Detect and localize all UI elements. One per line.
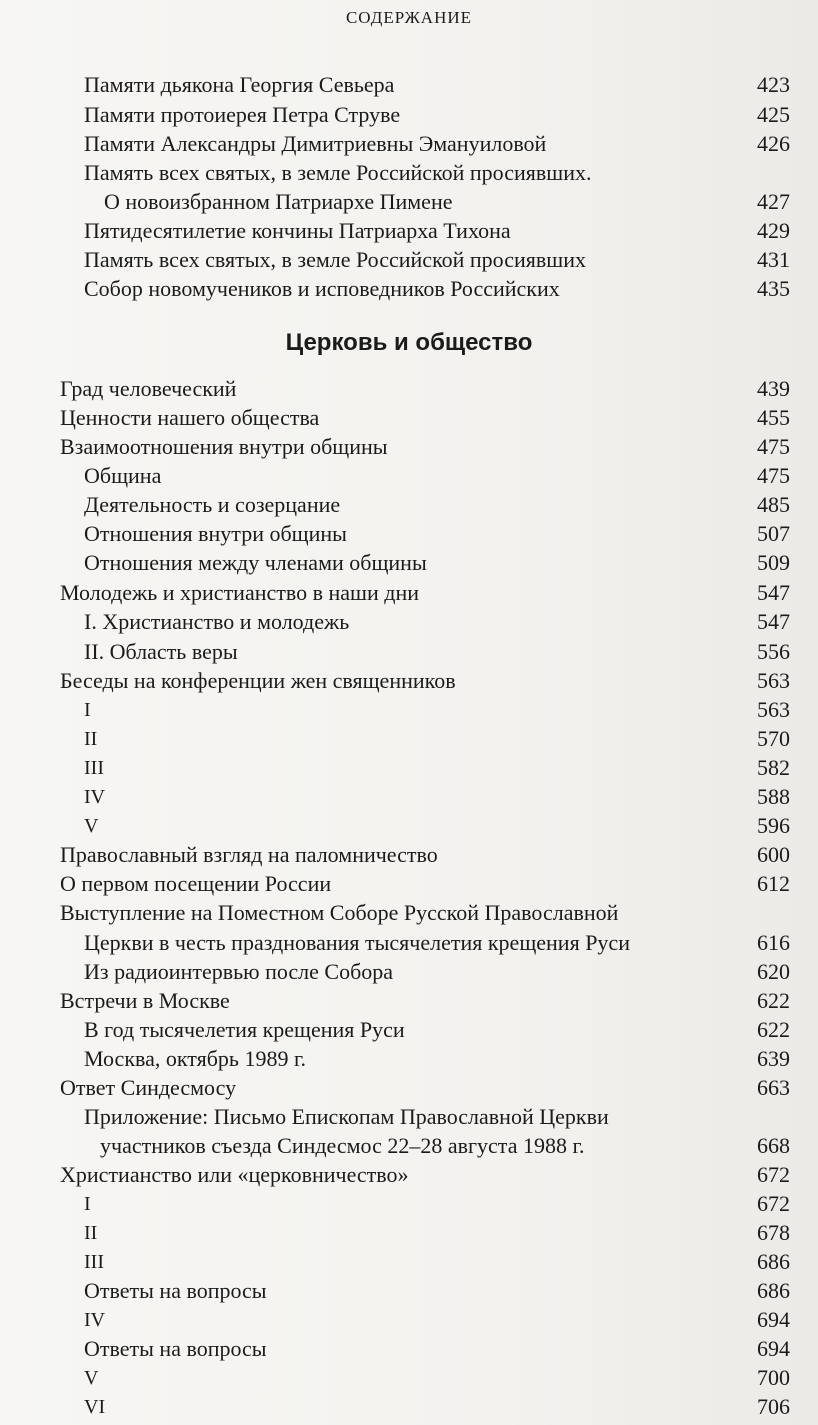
toc-entry [0,1189,818,1219]
toc-entry-title: Приложение: Письмо Епископам Православной Церкви [84,1104,609,1129]
toc-entry-page: 429 [757,218,790,243]
toc-entry [0,1015,818,1045]
toc-entry-title: Ценности нашего общества [60,405,320,430]
toc-entry-title: Встречи в Москве [60,988,230,1013]
toc-entry [0,578,818,608]
toc-entry [0,1305,818,1335]
toc-entry [0,187,818,217]
toc-entry-page: 582 [757,755,790,780]
toc-entry [0,724,818,754]
toc-entry-title: IV [84,1309,106,1331]
toc-entry-page: 427 [757,189,790,214]
toc-entry-page: 431 [757,247,790,272]
toc-entry [0,403,818,433]
toc-entry [0,811,818,841]
toc-entry-page: 423 [757,72,790,97]
toc-entry-title: Деятельность и созерцание [84,492,341,517]
toc-entry-title: Взаимоотношения внутри общины [60,434,388,459]
toc-entry-title: участников съезда Синдесмос 22–28 августа 1988 г. [100,1133,585,1158]
toc-entry-title: IV [84,786,106,808]
toc-entry [0,1102,818,1132]
section-title: Церковь и общество [285,329,533,356]
toc-entry-title: V [84,815,99,837]
toc-entry-title: Ответ Синдесмосу [60,1075,237,1100]
toc-entry-title: Ответы на вопросы [84,1336,267,1361]
toc-entry [0,432,818,462]
toc-entry [0,374,818,404]
toc-entry-page: 439 [757,376,790,401]
toc-entry-page: 694 [757,1307,790,1332]
toc-entry [0,461,818,491]
toc-entry [0,607,818,637]
toc-entry-page: 622 [757,1017,790,1042]
toc-entry-title: О новоизбранном Патриархе Пимене [104,189,453,214]
toc-entry-page: 600 [757,842,790,867]
toc-entry [0,1073,818,1103]
toc-entry-page: 612 [757,871,790,896]
toc-entry-page: 507 [757,521,790,546]
toc-entry [0,158,818,188]
toc-entry-page: 475 [757,434,790,459]
toc-entry-title: Церкви в честь празднования тысячелетия крещения Руси [84,930,630,955]
toc-entry-title: VI [84,1396,106,1418]
toc-entry-page: 547 [757,580,790,605]
toc-entry-title: Из радиоинтервью после Собора [84,959,394,984]
toc-entry-title: Собор новомучеников и исповедников Российских [84,276,560,301]
toc-entry [0,490,818,520]
toc-entry [0,1363,818,1393]
toc-entry-page: 426 [757,131,790,156]
toc-entry [0,216,818,246]
toc-entry [0,1392,818,1422]
toc-entry-title: О первом посещении России [60,871,332,896]
toc-entry-page: 639 [757,1046,790,1071]
toc-entry-page: 596 [757,813,790,838]
toc-entry [0,840,818,870]
toc-entry-title: Молодежь и христианство в наши дни [60,580,419,605]
toc-entry [0,1131,818,1161]
toc-entry-page: 455 [757,405,790,430]
toc-entry-title: Православный взгляд на паломничество [60,842,438,867]
toc-entry [0,1247,818,1277]
toc-entry-page: 620 [757,959,790,984]
toc-entry-title: II. Область веры [84,639,238,664]
toc-entry-title: III [84,1251,104,1273]
toc-entry-page: 686 [757,1278,790,1303]
toc-entry-title: I [84,699,91,721]
toc-entry-title: Беседы на конференции жен священников [60,668,456,693]
toc-entry [0,1218,818,1248]
toc-entry [0,753,818,783]
toc-entry-title: В год тысячелетия крещения Руси [84,1017,405,1042]
toc-entry [0,129,818,159]
toc-entry-title: Память всех святых, в земле Российской просиявших. [84,160,592,185]
toc-entry [0,898,818,928]
toc-entry-page: 485 [757,492,790,517]
toc-entry [0,637,818,667]
page-header: СОДЕРЖАНИЕ [345,8,473,27]
toc-entry-page: 663 [757,1075,790,1100]
toc-entry-page: 547 [757,609,790,634]
toc-entry-page: 563 [757,697,790,722]
toc-entry [0,869,818,899]
toc-entry-page: 425 [757,102,790,127]
toc-entry [0,1044,818,1074]
toc-entry [0,928,818,958]
toc-entry-title: Пятидесятилетие кончины Патриарха Тихона [84,218,511,243]
toc-entry [0,548,818,578]
toc-entry-page: 475 [757,463,790,488]
toc-entry-page: 668 [757,1133,790,1158]
toc-entry-page: 435 [757,276,790,301]
toc-entry-title: Москва, октябрь 1989 г. [84,1046,306,1071]
toc-entry-page: 694 [757,1336,790,1361]
toc-entry-title: Отношения внутри общины [84,521,347,546]
toc-entry-page: 706 [757,1394,790,1419]
toc-entry [0,986,818,1016]
toc-entry-title: I [84,1193,91,1215]
toc-entry-title: Отношения между членами общины [84,550,427,575]
toc-entry [0,519,818,549]
toc-entry-title: Памяти протоиерея Петра Струве [84,102,401,127]
toc-entry-title: Память всех святых, в земле Российской просиявших [84,247,586,272]
toc-entry-title: III [84,757,104,779]
toc-entry [0,1160,818,1190]
toc-entry-title: II [84,1222,98,1244]
toc-entry [0,695,818,725]
toc-entry-page: 672 [757,1162,790,1187]
toc-entry-page: 678 [757,1220,790,1245]
toc-entry-page: 556 [757,639,790,664]
toc-entry-page: 616 [757,930,790,955]
toc-entry-page: 700 [757,1365,790,1390]
toc-entry-title: Христианство или «церковничество» [60,1162,409,1187]
toc-entry [0,666,818,696]
toc-entry [0,70,818,100]
toc-entry-title: I. Христианство и молодежь [84,609,350,634]
toc-entry-page: 570 [757,726,790,751]
toc-entry-page: 672 [757,1191,790,1216]
toc-entry-title: Памяти дьякона Георгия Севьера [84,72,395,97]
toc-entry [0,274,818,304]
toc-entry-title: II [84,728,98,750]
toc-entry [0,1334,818,1364]
toc-entry-title: Град человеческий [60,376,237,401]
toc-entry-page: 563 [757,668,790,693]
toc-entry [0,100,818,130]
toc-entry-page: 588 [757,784,790,809]
toc-entry-title: Ответы на вопросы [84,1278,267,1303]
toc-entry-page: 686 [757,1249,790,1274]
toc-entry-title: Памяти Александры Димитриевны Эмануиловой [84,131,547,156]
toc-entry [0,245,818,275]
toc-entry-page: 509 [757,550,790,575]
toc-entry-title: V [84,1367,99,1389]
toc-entry [0,1276,818,1306]
toc-entry [0,782,818,812]
toc-entry-title: Выступление на Поместном Соборе Русской Православной [60,900,619,925]
toc-entry [0,957,818,987]
toc-entry-title: Община [84,463,162,488]
toc-entry-page: 622 [757,988,790,1013]
